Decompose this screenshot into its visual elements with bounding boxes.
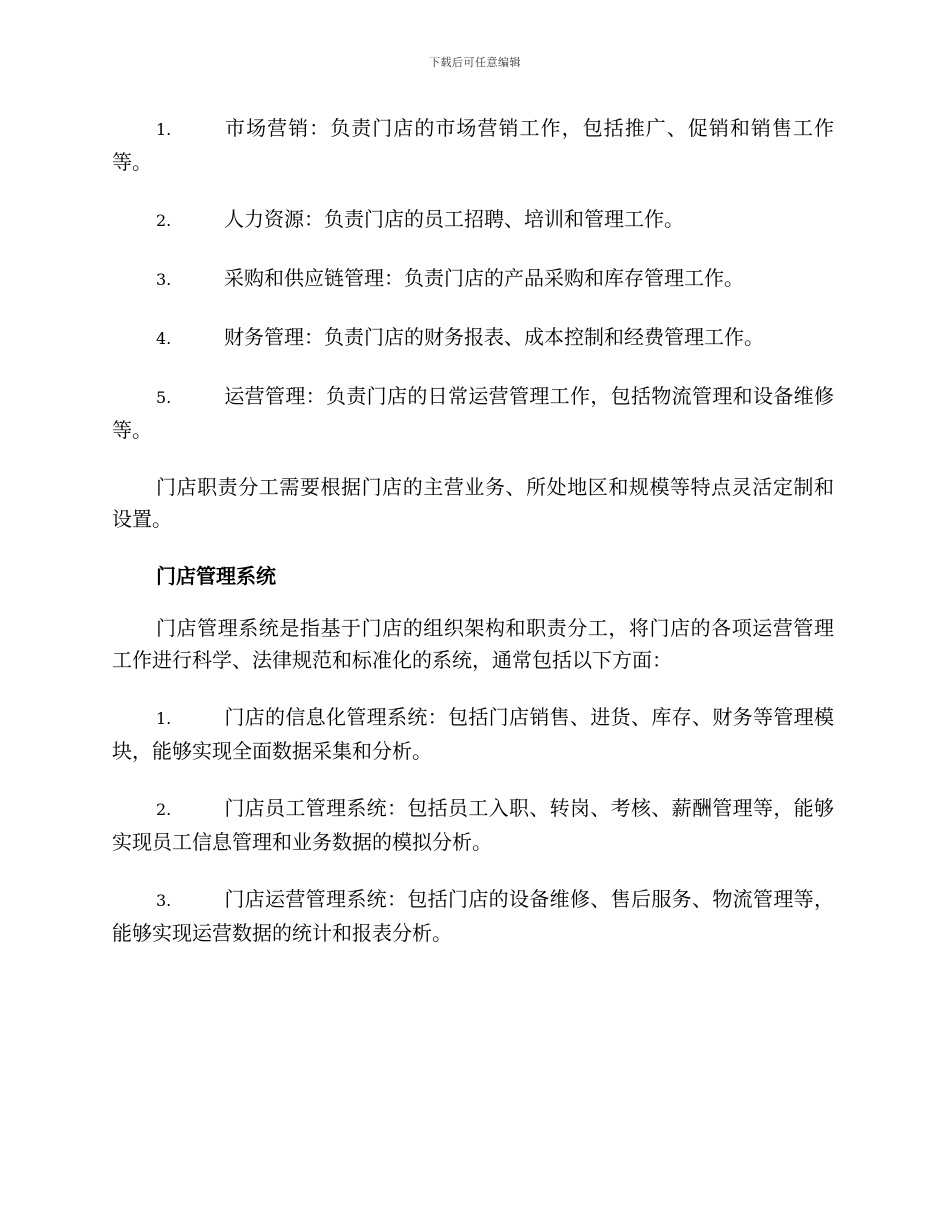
list-number: 4.	[156, 329, 172, 348]
list-text: 门店的信息化管理系统：包括门店销售、进货、库存、财务等管理模块，能够实现全面数据采集和分析。	[112, 705, 834, 763]
list-number: 1.	[156, 709, 172, 728]
intro-paragraph: 门店管理系统是指基于门店的组织架构和职责分工，将门店的各项运营管理工作进行科学、法律规范和标准化的系统，通常包括以下方面：	[112, 616, 834, 672]
list-text: 市场营销：负责门店的市场营销工作，包括推广、促销和销售工作等。	[112, 116, 834, 174]
list-item-5	[112, 380, 834, 446]
list-number: 2.	[156, 211, 172, 230]
list-text: 人力资源：负责门店的员工招聘、培训和管理工作。	[224, 207, 684, 231]
closing-paragraph: 门店职责分工需要根据门店的主营业务、所处地区和规模等特点灵活定制和设置。	[112, 475, 834, 531]
system-item-3	[112, 883, 834, 949]
list-text: 门店员工管理系统：包括员工入职、转岗、考核、薪酬管理等，能够实现员工信息管理和业务数据的模拟分析。	[112, 796, 834, 854]
list-text: 运营管理：负责门店的日常运营管理工作，包括物流管理和设备维修等。	[112, 384, 834, 442]
list-number: 5.	[156, 388, 172, 407]
system-item-1	[112, 701, 834, 767]
system-item-2	[112, 792, 834, 858]
document-body	[112, 112, 834, 974]
list-number: 2.	[156, 800, 172, 819]
list-text: 门店运营管理系统：包括门店的设备维修、售后服务、物流管理等，能够实现运营数据的统计和报表分析。	[112, 887, 834, 945]
page-header: 下载后可任意编辑	[429, 56, 521, 69]
list-item-2	[112, 203, 834, 237]
list-item-1	[112, 112, 834, 178]
list-number: 3.	[156, 891, 172, 910]
list-text: 财务管理：负责门店的财务报表、成本控制和经费管理工作。	[224, 325, 764, 349]
list-number: 1.	[156, 120, 172, 139]
list-number: 3.	[156, 270, 172, 289]
section-heading: 门店管理系统	[156, 564, 276, 588]
list-item-3	[112, 262, 834, 296]
list-text: 采购和供应链管理：负责门店的产品采购和库存管理工作。	[224, 266, 744, 290]
list-item-4	[112, 321, 834, 355]
